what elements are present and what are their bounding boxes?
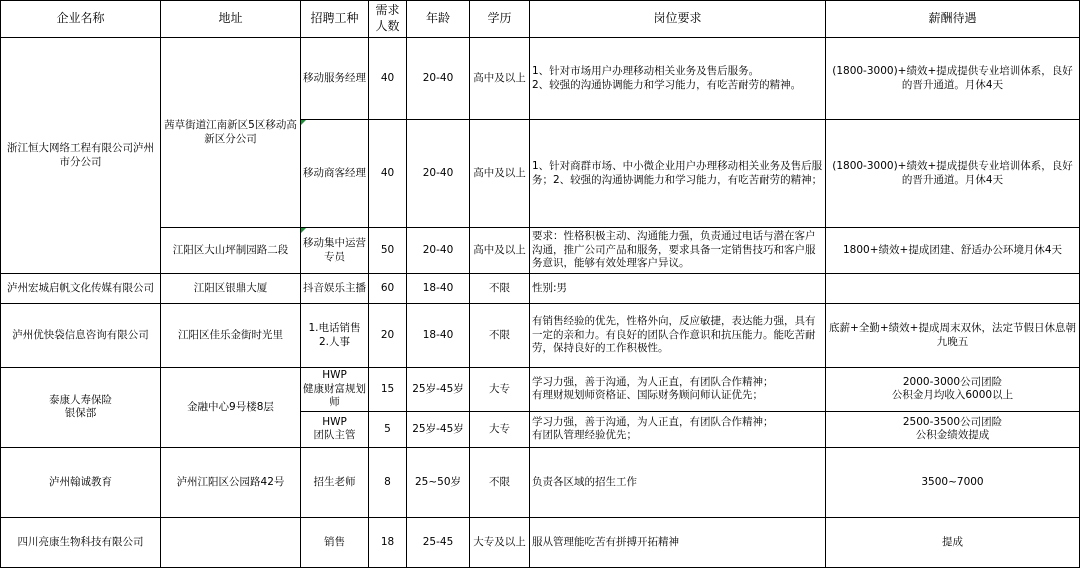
- count-cell: 40: [369, 120, 407, 228]
- address-cell: [161, 517, 301, 567]
- age-cell: 25岁-45岁: [407, 411, 470, 447]
- header-count: 需求 人数: [369, 1, 407, 38]
- requirements-cell: 服从管理能吃苦有拼搏开拓精神: [530, 517, 826, 567]
- age-cell: 20-40: [407, 120, 470, 228]
- age-cell: 25岁-45岁: [407, 368, 470, 412]
- table-row: [1, 228, 1080, 274]
- address-cell: 泸州江阳区公园路42号: [161, 447, 301, 517]
- salary-cell: (1800-3000)+绩效+提成提供专业培训体系，良好的晋升通道。月休4天: [826, 38, 1080, 120]
- education-cell: 高中及以上: [470, 228, 530, 274]
- company-cell: 四川亮康生物科技有限公司: [1, 517, 161, 567]
- salary-cell: 2000-3000公司团险 公积金月均收入6000以上: [826, 368, 1080, 412]
- age-cell: 18-40: [407, 274, 470, 304]
- company-cell: 泸州优快袋信息咨询有限公司: [1, 304, 161, 368]
- company-cell: 泸州宏城启帆文化传媒有限公司: [1, 274, 161, 304]
- address-cell: 江阳区大山坪制园路二段: [161, 228, 301, 274]
- count-cell: 18: [369, 517, 407, 567]
- position-cell: HWP 团队主管: [301, 411, 369, 447]
- company-cell: 泰康人寿保险 银保部: [1, 368, 161, 448]
- table-row: [1, 517, 1080, 567]
- count-cell: 5: [369, 411, 407, 447]
- salary-cell: 2500-3500公司团险 公积金绩效提成: [826, 411, 1080, 447]
- education-cell: 大专及以上: [470, 517, 530, 567]
- table-row: [1, 447, 1080, 517]
- requirements-cell: 要求：性格积极主动、沟通能力强，负责通过电话与潜在客户沟通，推广公司产品和服务，要求具备一定销售技巧和客户服务意识，能够有效处理客户异议。: [530, 228, 826, 274]
- table-row: [1, 38, 1080, 120]
- education-cell: 高中及以上: [470, 120, 530, 228]
- header-row: [1, 1, 1080, 38]
- age-cell: 20-40: [407, 38, 470, 120]
- count-cell: 8: [369, 447, 407, 517]
- position-cell: 销售: [301, 517, 369, 567]
- requirements-cell: 学习力强，善于沟通，为人正直，有团队合作精神； 有团队管理经验优先；: [530, 411, 826, 447]
- position-cell: 移动服务经理: [301, 38, 369, 120]
- education-cell: 不限: [470, 274, 530, 304]
- header-salary: 薪酬待遇: [826, 1, 1080, 38]
- requirements-cell: 负责各区域的招生工作: [530, 447, 826, 517]
- requirements-cell: 1、针对商群市场、中小微企业用户办理移动相关业务及售后服务；2、较强的沟通协调能力和学习能力，有吃苦耐劳的精神；: [530, 120, 826, 228]
- age-cell: 25~50岁: [407, 447, 470, 517]
- count-cell: 15: [369, 368, 407, 412]
- education-cell: 不限: [470, 304, 530, 368]
- header-position: 招聘工种: [301, 1, 369, 38]
- position-cell: HWP 健康财富规划师: [301, 368, 369, 412]
- requirements-cell: 有销售经验的优先，性格外向，反应敏捷，表达能力强，具有一定的亲和力。有良好的团队合作意识和抗压能力。能吃苦耐劳，保持良好的工作积极性。: [530, 304, 826, 368]
- count-cell: 20: [369, 304, 407, 368]
- salary-cell: 底薪+全勤+绩效+提成周末双休，法定节假日休息朝九晚五: [826, 304, 1080, 368]
- count-cell: 50: [369, 228, 407, 274]
- age-cell: 20-40: [407, 228, 470, 274]
- header-requirements: 岗位要求: [530, 1, 826, 38]
- count-cell: 40: [369, 38, 407, 120]
- requirements-cell: 学习力强，善于沟通，为人正直，有团队合作精神； 有理财规划师资格证、国际财务顾问师认证优先；: [530, 368, 826, 412]
- table-row: [1, 274, 1080, 304]
- position-cell: 抖音娱乐主播: [301, 274, 369, 304]
- salary-cell: 提成: [826, 517, 1080, 567]
- company-cell: 浙江恒大网络工程有限公司泸州市分公司: [1, 38, 161, 274]
- address-cell: 江阳区银鼎大厦: [161, 274, 301, 304]
- position-cell: 移动商客经理: [301, 120, 369, 228]
- salary-cell: 1800+绩效+提成团建、舒适办公环境月休4天: [826, 228, 1080, 274]
- header-company: 企业名称: [1, 1, 161, 38]
- table-row: [1, 304, 1080, 368]
- education-cell: 大专: [470, 368, 530, 412]
- requirements-cell: 性别:男: [530, 274, 826, 304]
- salary-cell: 3500~7000: [826, 447, 1080, 517]
- table-row: [1, 368, 1080, 412]
- age-cell: 18-40: [407, 304, 470, 368]
- education-cell: 高中及以上: [470, 38, 530, 120]
- salary-cell: (1800-3000)+绩效+提成提供专业培训体系，良好的晋升通道。月休4天: [826, 120, 1080, 228]
- education-cell: 不限: [470, 447, 530, 517]
- header-age: 年龄: [407, 1, 470, 38]
- header-education: 学历: [470, 1, 530, 38]
- address-cell: 金融中心9号楼8层: [161, 368, 301, 448]
- position-cell: 移动集中运营专员: [301, 228, 369, 274]
- age-cell: 25-45: [407, 517, 470, 567]
- address-cell: 江阳区佳乐金街时光里: [161, 304, 301, 368]
- education-cell: 大专: [470, 411, 530, 447]
- company-cell: 泸州翰诚教育: [1, 447, 161, 517]
- count-cell: 60: [369, 274, 407, 304]
- position-cell: 1.电话销售 2.人事: [301, 304, 369, 368]
- requirements-cell: 1、针对市场用户办理移动相关业务及售后服务。 2、较强的沟通协调能力和学习能力，有吃苦耐劳的精神。: [530, 38, 826, 120]
- position-cell: 招生老师: [301, 447, 369, 517]
- header-address: 地址: [161, 1, 301, 38]
- address-cell: 茜草街道江南新区5区移动高新区分公司: [161, 38, 301, 228]
- salary-cell: [826, 274, 1080, 304]
